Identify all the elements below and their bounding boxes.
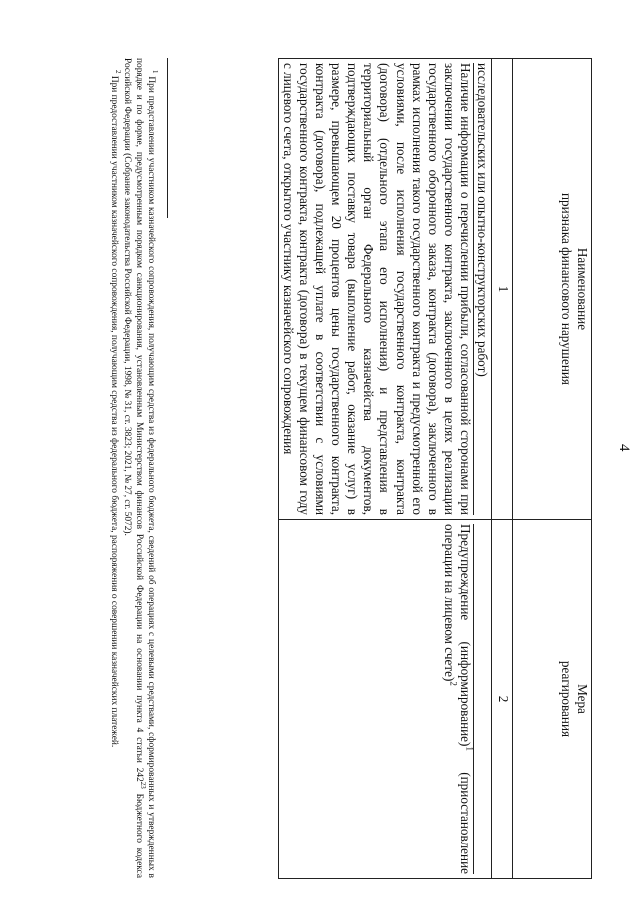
measure-text: Предупреждение (информирование) <box>457 524 473 747</box>
footnote-text: При представлении участником казначейского сопровождения, получающим средства из федерального бюджета, сведений об операциях с целевыми средствами, сформированных и утвержденных в порядке и по форме, предусмотренным порядком санкционирования, установленным Министерством финансов Российской Федерации на основании пункта 4 статьи 242 <box>134 58 156 878</box>
footnote-mark: 2 <box>114 70 123 74</box>
violation-cell <box>278 59 491 520</box>
footnotes <box>107 58 168 878</box>
footnote-mark: 1 <box>151 70 160 74</box>
footnote-2 <box>108 58 123 878</box>
footnote-ref-2[interactable]: 2 <box>448 681 459 686</box>
table-header-row <box>513 59 592 879</box>
measure-cell <box>278 520 491 879</box>
footnote-ref-1[interactable]: 1 <box>464 746 475 751</box>
table-row <box>278 59 491 879</box>
header-line: Мера <box>575 684 590 714</box>
footnote-text-after: Бюджетного кодекса Российской Федерации (Собрание законодательства Российской Федерации, 1998, № 31, ст. 3823; 2021, № 27, ст. 5072). <box>122 58 144 878</box>
column-number: 2 <box>492 520 513 879</box>
footnote-text: При предоставлении участником казначейского сопровождения, получающим средства из федерального бюджета, распоряжения о совершении казначейских платежей. <box>109 75 119 748</box>
footnote-divider <box>167 58 168 218</box>
column-number-row <box>492 59 513 879</box>
header-line: Наименование <box>575 247 590 331</box>
violations-table <box>278 58 592 879</box>
violation-text: Наличие информации о перечислении прибыли, согласованной сторонами при заключении государственного контракта, заключенного в целях реализации государственного оборонного заказа, контракта (договора), заключенного в рамках исполнения такого государственного контракта и предусмотренной его условиями, после исполнения государственного контракта, контракта (договора) (отдельного этапа его исполнения) и представления в территориальный орган Федерального казначейства документов, подтверждающих поставку товара (выполнение работ, оказание услуг) в размере, превышающем 20 процентов цены государственного контракта, контракта (договора), подлежащей уплате в соответствии с условиями государственного контракта, контракта (договора) в текущем финансовом году с лицевого счета, открытого участнику казначейского сопровождения <box>280 63 473 515</box>
footnote-1 <box>121 58 160 878</box>
header-measure <box>513 520 592 879</box>
measure-text-wrap <box>441 524 473 874</box>
continuation-spacer <box>473 524 490 874</box>
header-line: реагирования <box>558 660 574 738</box>
continuation-text: исследовательских или опытно-конструкторских работ) <box>473 63 490 515</box>
header-violation-name <box>513 59 592 520</box>
column-number: 1 <box>492 59 513 520</box>
header-line: признака финансового нарушения <box>558 192 574 386</box>
page-number: 4 <box>616 444 632 452</box>
footnote-sup: 23 <box>139 781 148 789</box>
measure-text-cont: (приостановление операции на лицевом счете) <box>441 524 473 874</box>
